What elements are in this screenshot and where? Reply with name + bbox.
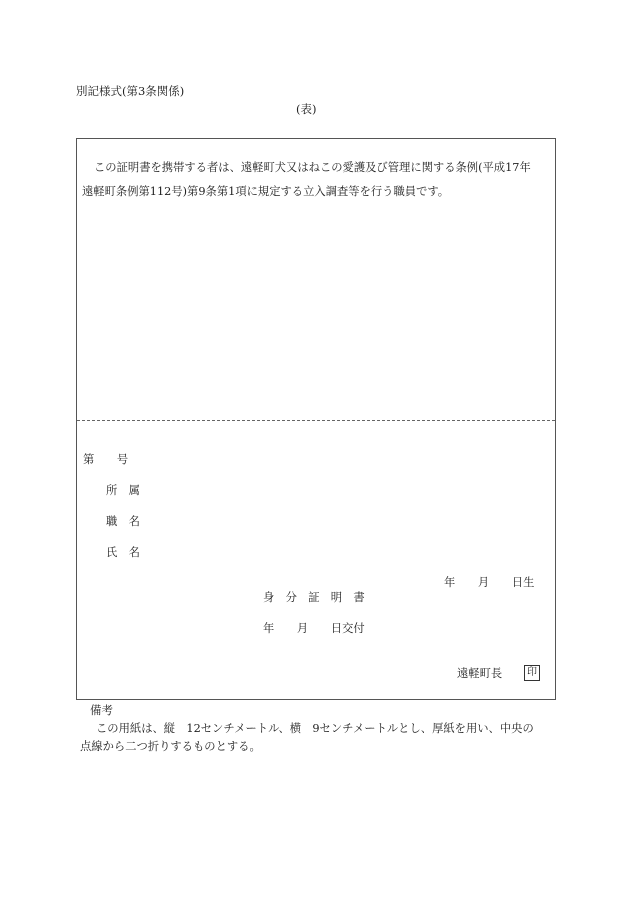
- seal-icon: 印: [524, 665, 540, 681]
- fold-dotted-line: [77, 420, 555, 421]
- affiliation-label: 所 属: [106, 484, 140, 497]
- issue-date-label: 年 月 日交付: [263, 622, 365, 635]
- statement-line-2: 遠軽町条例第112号)第9条第1項に規定する立入調査等を行う職員です。: [82, 185, 450, 198]
- notes-title: 備考: [90, 703, 113, 717]
- notes-line-2: 点線から二つ折りするものとする。: [80, 740, 261, 753]
- position-label: 職 名: [106, 515, 140, 528]
- form-label: 別記様式(第3条関係): [76, 84, 185, 98]
- statement-line-1: この証明書を携帯する者は、遠軽町犬又はねこの愛護及び管理に関する条例(平成17年: [94, 161, 531, 174]
- notes-line-1: この用紙は、縦 12センチメートル、横 9センチメートルとし、厚紙を用い、中央の: [96, 722, 534, 735]
- number-label: 第 号: [83, 453, 129, 466]
- certificate-title: 身 分 証 明 書: [263, 591, 365, 604]
- front-side-label: (表): [296, 102, 317, 116]
- id-card-form: [76, 138, 556, 700]
- issuer-label: 遠軽町長: [457, 667, 503, 680]
- name-label: 氏 名: [106, 546, 140, 559]
- birth-date-label: 年 月 日生: [444, 576, 535, 589]
